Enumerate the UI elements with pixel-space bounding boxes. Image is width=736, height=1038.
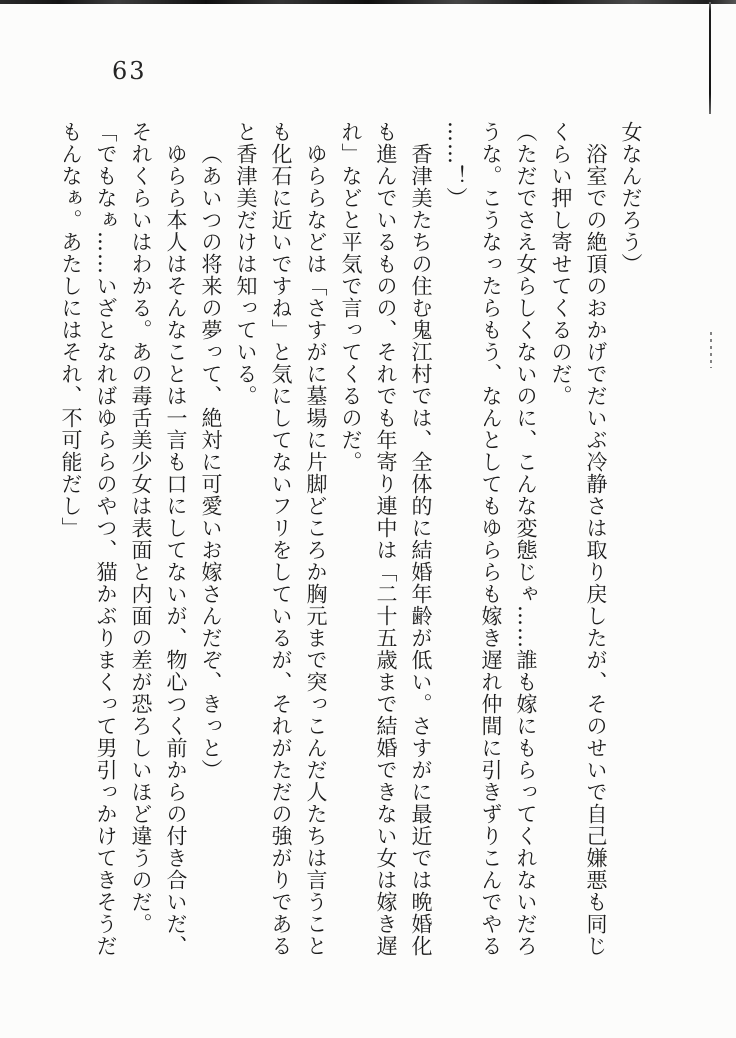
text-column: もんなぁ。あたしにはそれ、不可能だし」 (59, 121, 83, 539)
text-column: れ」などと平気で言ってくるのだ。 (339, 121, 363, 473)
text-column: それくらいはわかる。あの毒舌美少女は表面と内面の差が恐ろしいほど違うのだ。 (129, 121, 153, 935)
text-column: 浴室での絶頂のおかげでだいぶ冷静さは取り戻したが、そのせいで自己嫌悪も同じ (584, 143, 608, 957)
text-column: 「でもなぁ……いざとなればゆららのやつ、猫かぶりまくって男引っかけてきそうだ (94, 121, 118, 957)
text-column: ……！） (444, 121, 468, 209)
text-column: も化石に近いですね」と気にしてないフリをしているが、それがただの強がりである (269, 121, 293, 957)
text-column: も進んでいるものの、それでも年寄り連中は「二十五歳まで結婚できない女は嫁き遅 (374, 121, 398, 957)
scan-artifact-page-edge-dash (710, 332, 712, 368)
text-column: ゆらら本人はそんなことは一言も口にしてないが、物心つく前からの付き合いだ、 (164, 143, 188, 957)
scan-artifact-page-edge-line (709, 2, 711, 114)
text-column: 香津美たちの住む鬼江村では、全体的に結婚年齢が低い。さすがに最近では晩婚化 (409, 143, 433, 957)
body-text (53, 121, 648, 961)
text-column: ゆららなどは「さすがに墓場に片脚どころか胸元まで突っこんだ人たちは言うこと (304, 143, 328, 957)
text-column: うな。こうなったらもう、なんとしてもゆららも嫁き遅れ仲間に引きずりこんでやる (479, 121, 503, 957)
page-number: 63 (112, 57, 147, 85)
text-column: （あいつの将来の夢って、絶対に可愛いお嫁さんだぞ、きっと） (199, 143, 223, 781)
scan-artifact-top-edge (0, 0, 736, 4)
text-column: （ただでさえ女らしくないのに、こんな変態じゃ……誰も嫁にもらってくれないだろ (514, 121, 538, 957)
text-column: 女なんだろう） (619, 121, 643, 275)
text-column: くらい押し寄せてくるのだ。 (549, 121, 573, 407)
text-column: と香津美だけは知っている。 (234, 121, 258, 407)
